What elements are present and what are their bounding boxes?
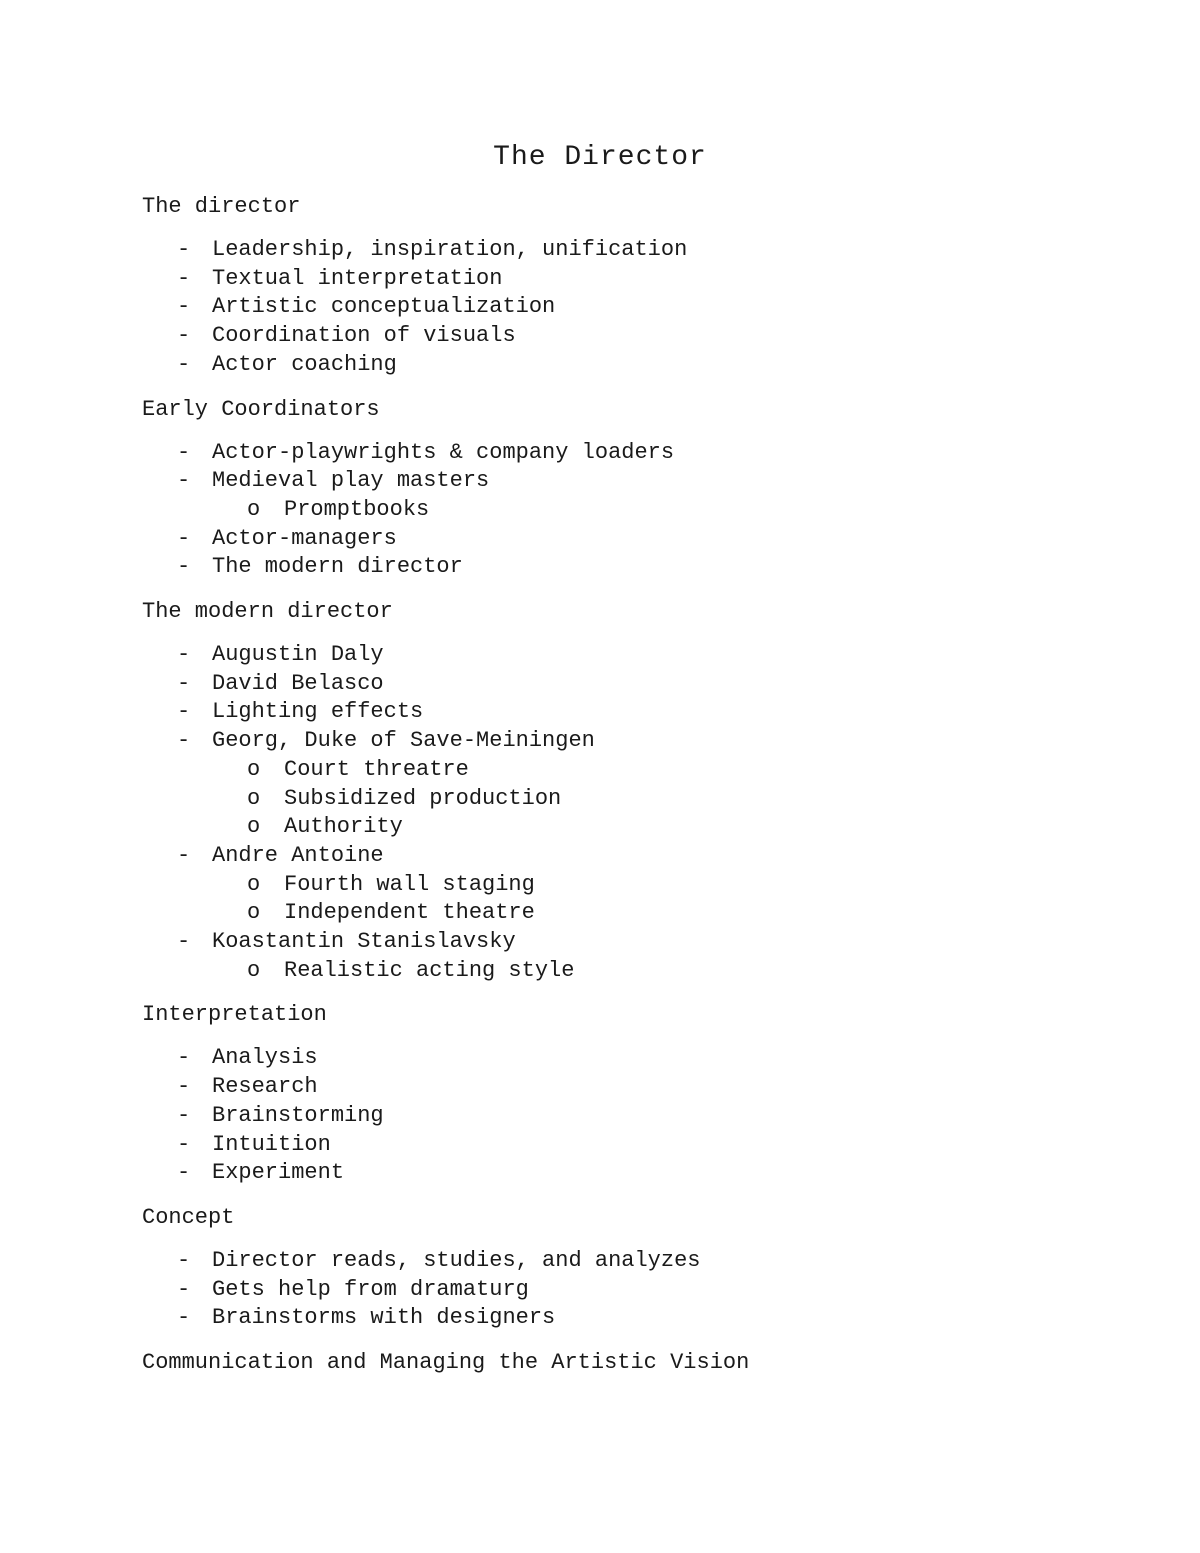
list-item (142, 1276, 1142, 1305)
list-item-text: Brainstorms with designers (212, 1305, 556, 1331)
sub-bullet-list (212, 496, 1142, 525)
list-item-text: Actor-playwrights & company loaders (212, 439, 675, 465)
list-item-text: The modern director (212, 554, 463, 580)
dash-bullet-icon: - (177, 1160, 191, 1186)
circle-bullet-icon: o (247, 814, 261, 840)
sub-list-item-text: Fourth wall staging (284, 871, 535, 897)
dash-bullet-icon: - (177, 642, 191, 668)
list-item-text: David Belasco (212, 670, 384, 696)
list-item-text: Actor coaching (212, 351, 397, 377)
section-heading: Communication and Managing the Artistic Vision (142, 1350, 750, 1376)
dash-bullet-icon: - (177, 1074, 191, 1100)
dash-bullet-icon: - (177, 728, 191, 754)
dash-bullet-icon: - (177, 699, 191, 725)
list-item-text: Textual interpretation (212, 265, 503, 291)
sub-bullet-list (212, 756, 1142, 842)
sub-list-item-text: Independent theatre (284, 900, 535, 926)
list-item (142, 525, 1142, 554)
dash-bullet-icon: - (177, 323, 191, 349)
list-item-text: Intuition (212, 1131, 331, 1157)
sub-list-item-text: Subsidized production (284, 785, 562, 811)
dash-bullet-icon: - (177, 265, 191, 291)
circle-bullet-icon: o (247, 871, 261, 897)
list-item (142, 1247, 1142, 1276)
sub-list-item (142, 957, 1142, 986)
sub-list-item (142, 813, 1142, 842)
document-title: The Director (493, 142, 707, 173)
outline-section (142, 1000, 1142, 1188)
list-item (142, 842, 1142, 928)
section-heading: The modern director (142, 599, 393, 625)
outline-section (142, 1348, 1142, 1377)
list-item (142, 1102, 1142, 1131)
list-item-text: Andre Antoine (212, 842, 384, 868)
bullet-list (142, 1247, 1142, 1333)
document-body (142, 192, 1142, 1392)
circle-bullet-icon: o (247, 957, 261, 983)
list-item-text: Director reads, studies, and analyzes (212, 1247, 701, 1273)
dash-bullet-icon: - (177, 1276, 191, 1302)
dash-bullet-icon: - (177, 1305, 191, 1331)
list-item (142, 265, 1142, 294)
outline-section (142, 395, 1142, 583)
outline-section (142, 1203, 1142, 1333)
list-item (142, 928, 1142, 985)
sub-list-item (142, 785, 1142, 814)
circle-bullet-icon: o (247, 756, 261, 782)
section-heading: The director (142, 194, 301, 219)
list-item-text: Coordination of visuals (212, 323, 516, 349)
sub-list-item (142, 756, 1142, 785)
dash-bullet-icon: - (177, 525, 191, 551)
circle-bullet-icon: o (247, 900, 261, 926)
list-item-text: Research (212, 1074, 318, 1100)
dash-bullet-icon: - (177, 237, 191, 262)
list-item-text: Brainstorming (212, 1102, 384, 1128)
dash-bullet-icon: - (177, 1045, 191, 1071)
dash-bullet-icon: - (177, 351, 191, 377)
list-item (142, 727, 1142, 842)
circle-bullet-icon: o (247, 496, 261, 522)
list-item (142, 553, 1142, 582)
list-item (142, 670, 1142, 699)
dash-bullet-icon: - (177, 1247, 191, 1273)
sub-list-item (142, 496, 1142, 525)
sub-list-item (142, 871, 1142, 900)
bullet-list (142, 1044, 1142, 1188)
sub-list-item-text: Authority (284, 814, 403, 840)
list-item-text: Artistic conceptualization (212, 294, 556, 320)
dash-bullet-icon: - (177, 554, 191, 580)
section-heading: Concept (142, 1204, 235, 1230)
section-heading: Early Coordinators (142, 396, 380, 422)
outline-section (142, 597, 1142, 985)
dash-bullet-icon: - (177, 468, 191, 494)
list-item (142, 293, 1142, 322)
list-item-text: Analysis (212, 1045, 318, 1071)
list-item-text: Koastantin Stanislavsky (212, 929, 516, 955)
list-item (142, 641, 1142, 670)
dash-bullet-icon: - (177, 1131, 191, 1157)
dash-bullet-icon: - (177, 1102, 191, 1128)
sub-list-item (142, 899, 1142, 928)
dash-bullet-icon: - (177, 929, 191, 955)
list-item-text: Actor-managers (212, 525, 397, 551)
list-item-text: Leadership, inspiration, unification (212, 237, 688, 262)
dash-bullet-icon: - (177, 670, 191, 696)
list-item (142, 1073, 1142, 1102)
list-item-text: Gets help from dramaturg (212, 1276, 529, 1302)
sub-list-item-text: Court threatre (284, 756, 469, 782)
list-item (142, 322, 1142, 351)
list-item-text: Georg, Duke of Save-Meiningen (212, 728, 595, 754)
list-item (142, 236, 1142, 265)
list-item (142, 698, 1142, 727)
list-item-text: Augustin Daly (212, 642, 384, 668)
list-item (142, 1304, 1142, 1333)
bullet-list (142, 439, 1142, 583)
list-item (142, 1044, 1142, 1073)
sub-list-item-text: Realistic acting style (284, 957, 575, 983)
dash-bullet-icon: - (177, 439, 191, 465)
list-item-text: Lighting effects (212, 699, 424, 725)
dash-bullet-icon: - (177, 294, 191, 320)
sub-bullet-list (212, 957, 1142, 986)
sub-list-item-text: Promptbooks (284, 496, 430, 522)
sub-bullet-list (212, 871, 1142, 928)
outline-section (142, 192, 1142, 380)
section-heading: Interpretation (142, 1002, 327, 1028)
circle-bullet-icon: o (247, 785, 261, 811)
list-item (142, 351, 1142, 380)
list-item-text: Experiment (212, 1160, 345, 1186)
list-item (142, 1159, 1142, 1188)
list-item (142, 1131, 1142, 1160)
dash-bullet-icon: - (177, 842, 191, 868)
list-item (142, 439, 1142, 468)
list-item (142, 467, 1142, 524)
bullet-list (142, 641, 1142, 985)
list-item-text: Medieval play masters (212, 468, 490, 494)
bullet-list (142, 236, 1142, 380)
